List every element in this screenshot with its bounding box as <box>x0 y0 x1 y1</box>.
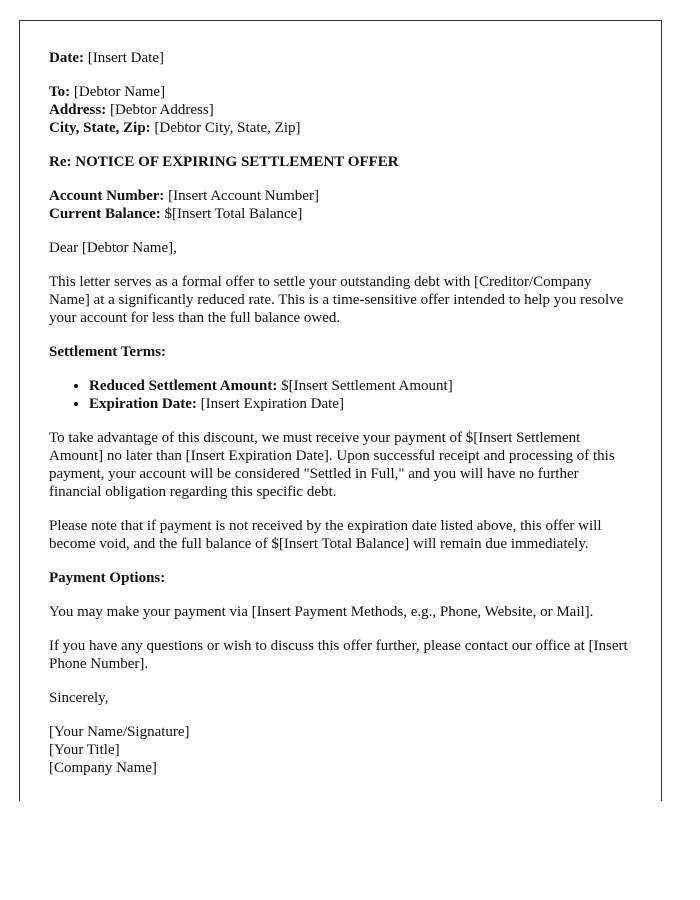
date-label: Date: <box>49 50 84 66</box>
contact-paragraph: If you have any questions or wish to discuss this offer further, please contact our office at [Insert Phone Number]. <box>49 638 628 672</box>
intro-paragraph: This letter serves as a formal offer to settle your outstanding debt with [Creditor/Company Name] at a significantly reduced rate. This is a time-sensitive offer intended to help you resolve your account for less than the full balance owed. <box>49 274 624 326</box>
subject-text: Re: NOTICE OF EXPIRING SETTLEMENT OFFER <box>49 154 399 170</box>
account-number-value: [Insert Account Number] <box>168 188 319 204</box>
terms-heading-text: Settlement Terms: <box>49 344 167 360</box>
date-line <box>49 49 633 67</box>
payment-text: You may make your payment via [Insert Payment Methods, e.g., Phone, Website, or Mail]. <box>49 604 594 620</box>
terms-list <box>49 377 633 413</box>
body-paragraph: Please note that if payment is not received by the expiration date listed above, this offer will become void, and the full balance of $[Insert Total Balance] will remain due immediately. <box>49 518 602 552</box>
terms-item <box>89 377 633 395</box>
date-value: [Insert Date] <box>87 50 164 66</box>
terms-item <box>89 395 633 413</box>
body-paragraph: To take advantage of this discount, we must receive your payment of $[Insert Settlement Amount] no later than [Insert Expiration Date]. Upon successful receipt and processing of this payment, your account will be considered "Settled in Full," and you will have no further financial obligation regarding this specific debt. <box>49 430 615 500</box>
city-label: City, State, Zip: <box>49 120 151 136</box>
balance-label: Current Balance: <box>49 206 161 222</box>
account-number-label: Account Number: <box>49 188 165 204</box>
signature-company: [Company Name] <box>49 760 157 776</box>
city-value: [Debtor City, State, Zip] <box>154 120 301 136</box>
account-block <box>49 187 633 223</box>
terms-item-label: Reduced Settlement Amount: <box>89 378 278 394</box>
letter-page <box>19 20 662 801</box>
signature-name: [Your Name/Signature] <box>49 724 190 740</box>
balance-value: $[Insert Total Balance] <box>164 206 303 222</box>
to-label: To: <box>49 84 71 100</box>
payment-heading <box>49 569 633 587</box>
to-value: [Debtor Name] <box>73 84 166 100</box>
recipient-block <box>49 83 633 137</box>
terms-item-label: Expiration Date: <box>89 396 197 412</box>
terms-item-value: [Insert Expiration Date] <box>200 396 344 412</box>
closing: Sincerely, <box>49 690 109 706</box>
signature-title: [Your Title] <box>49 742 120 758</box>
terms-heading <box>49 343 633 361</box>
payment-heading-text: Payment Options: <box>49 570 166 586</box>
subject-line <box>49 153 633 171</box>
salutation: Dear [Debtor Name], <box>49 240 177 256</box>
address-label: Address: <box>49 102 107 118</box>
terms-item-value: $[Insert Settlement Amount] <box>281 378 453 394</box>
address-value: [Debtor Address] <box>109 102 214 118</box>
signature-block <box>49 723 633 777</box>
